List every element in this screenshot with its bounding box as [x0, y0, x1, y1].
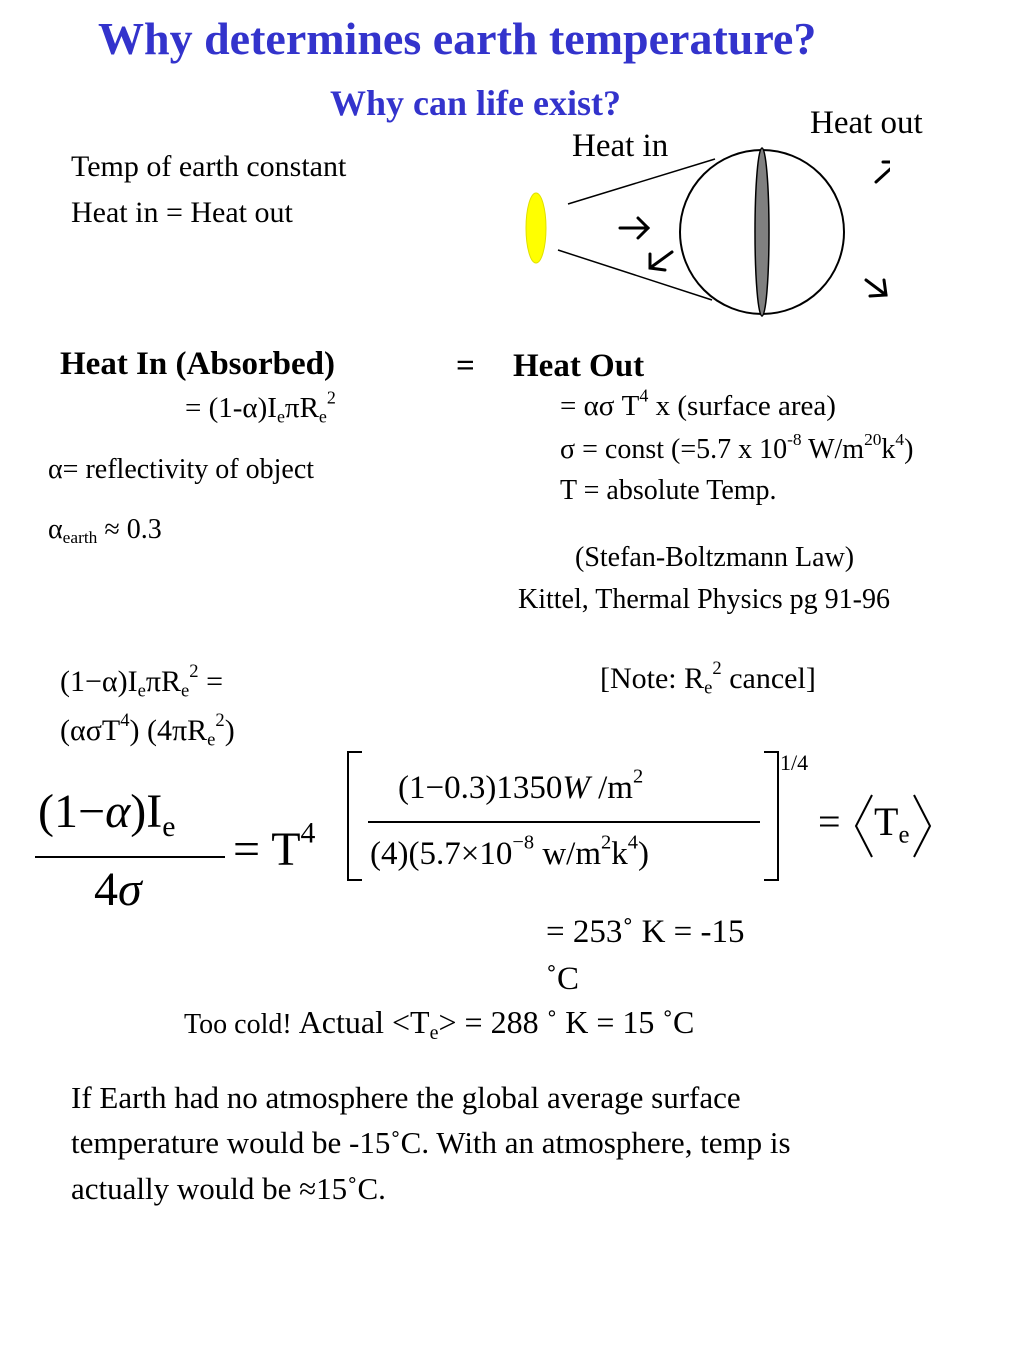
formula-lhs-numerator: $(1-\alpha)I_e$: [38, 785, 176, 843]
law-name: (Stefan-Boltzmann Law): [575, 542, 855, 573]
equation-line-2: (ασT$^4$) $(4\pi R_e^2)$: [60, 710, 235, 751]
arrow-in-icon: [620, 218, 648, 238]
equation-line-1: $(1-\alpha)I_e\pi R_e^2$ =: [60, 661, 224, 702]
earth-band: [755, 148, 769, 316]
page-subtitle: Why can life exist?: [330, 83, 621, 123]
heat-in-label: Heat in: [572, 128, 669, 164]
conclusion-line-1: If Earth had no atmosphere the global average surface: [71, 1080, 741, 1115]
heat-out-heading: Heat Out: [513, 348, 645, 384]
formula-inner-numerator: (1−0.3)1350W $/m^2$: [398, 765, 644, 806]
conclusion-line-3: actually would be ≈15˚C.: [71, 1171, 386, 1206]
sun-shape: [526, 193, 546, 263]
heat-out-label: Heat out: [810, 105, 923, 141]
formula-t4: = $T^4$: [233, 816, 316, 876]
formula-lhs-fraction-bar: [35, 856, 225, 858]
balance-equals: =: [456, 348, 475, 384]
formula-power: 1/4: [780, 750, 809, 775]
sun-earth-diagram: [510, 140, 890, 330]
page-title: Why determines earth temperature?: [98, 13, 817, 64]
heat-in-heading: Heat In (Absorbed): [60, 346, 336, 382]
formula-inner-denominator: $(4)(5.7\times 10^{-8}$ $w/m^2k^4$): [370, 831, 649, 872]
arrow-reflect-icon: [650, 252, 672, 270]
sigma-definition: σ = const (=5.7 x $10^{-8}$ $W/m^{20}k^4$): [560, 429, 914, 465]
alpha-earth: $\alpha_{earth} \approx 0.3$: [48, 514, 162, 548]
arrow-out-lower-icon: [866, 280, 886, 296]
reference: Kittel, Thermal Physics pg 91-96: [518, 584, 890, 615]
temp-definition: T = absolute Temp.: [560, 475, 777, 506]
arrow-out-upper-icon: [876, 162, 890, 182]
left-bracket: [348, 752, 362, 880]
alpha-definition: α= reflectivity of object: [48, 454, 315, 485]
right-bracket: [764, 752, 778, 880]
angle-left: [856, 795, 872, 857]
heat-out-formula: = ασ $T^4$ x (surface area): [560, 385, 836, 422]
note-cancel: [Note: $R_e^2$ cancel]: [600, 658, 816, 699]
formula-rhs-equals: =: [818, 799, 841, 844]
formula-lhs-denominator: 4σ: [94, 863, 142, 916]
angle-right: [914, 795, 930, 857]
formula-inner-fraction-bar: [368, 821, 760, 823]
heat-in-formula: = $(1-\alpha)I_e\pi R_e^2$: [185, 387, 336, 427]
intro-line-1: Temp of earth constant: [71, 150, 347, 183]
formula-rhs-te: $T_e$: [874, 799, 910, 849]
too-cold-line: Too cold! Actual $<T_e> = 288$ ˚ K = 15 ˚C: [184, 1004, 695, 1044]
result-line-1: = 253˚ K = -15: [546, 914, 745, 950]
intro-line-2: Heat in = Heat out: [71, 196, 293, 229]
conclusion-line-2: temperature would be -15˚C. With an atmosphere, temp is: [71, 1125, 791, 1160]
result-line-2: ˚C: [546, 961, 579, 997]
